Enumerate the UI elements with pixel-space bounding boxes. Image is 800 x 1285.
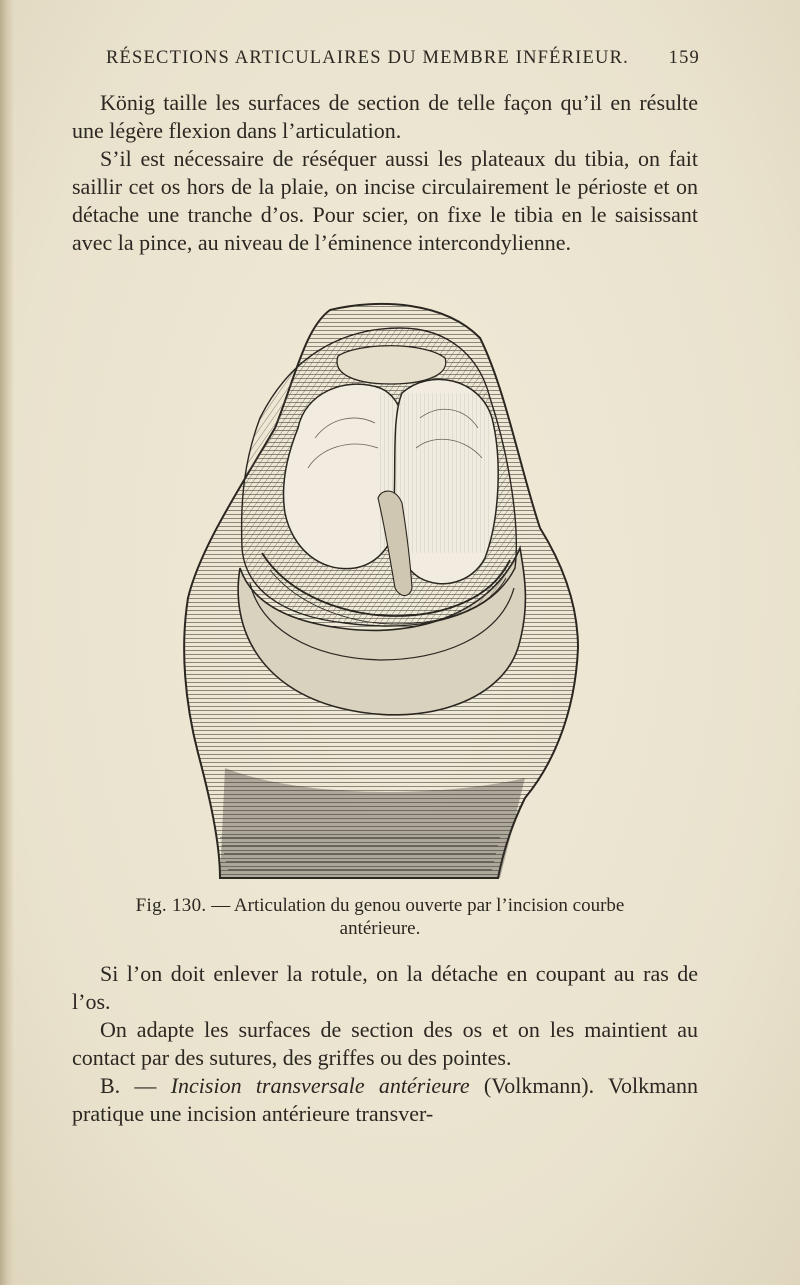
caption-label: Fig. 130. <box>135 895 207 916</box>
knee-engraving-illustration <box>180 298 590 883</box>
page-number: 159 <box>668 48 700 68</box>
figure-knee-engraving <box>180 298 590 883</box>
bottom-text-block <box>72 960 698 1128</box>
figure-caption <box>100 894 660 940</box>
top-text-block <box>72 89 698 257</box>
paragraph-sutures: On adapte les surfaces de section des os et on les maintient au contact par des sutures, des griffes ou des pointes. <box>72 1017 698 1070</box>
patella <box>337 346 446 384</box>
running-title: RÉSECTIONS ARTICULAIRES DU MEMBRE INFÉRIEUR. <box>106 48 629 68</box>
running-head <box>106 48 700 74</box>
caption-text: — Articulation du genou ouverte par l’incision courbe antérieure. <box>211 895 625 939</box>
section-title-italic: Incision transversale antérieure <box>170 1073 470 1098</box>
paragraph-rotule: Si l’on doit enlever la rotule, on la détache en coupant au ras de l’os. <box>72 961 698 1014</box>
paragraph-konig: König taille les surfaces de section de telle façon qu’il en résulte une légère flexion dans l’articulation. <box>72 90 698 143</box>
section-rest: (Volkmann). Volkmann pratique une incision antérieure transver- <box>72 1073 698 1126</box>
section-lead: B. — <box>100 1073 157 1098</box>
paragraph-volkmann <box>72 1072 698 1128</box>
binding-edge <box>0 0 14 1285</box>
paragraph-plateaux-tibia: S’il est nécessaire de réséquer aussi les plateaux du tibia, on fait saillir cet os hors de la plaie, on incise circulairement le périoste et on détache une tranche d’os. Pour scier, on fixe le tibia en le saisissant avec la pince, au niveau de l’éminence intercondylienne. <box>72 146 698 255</box>
